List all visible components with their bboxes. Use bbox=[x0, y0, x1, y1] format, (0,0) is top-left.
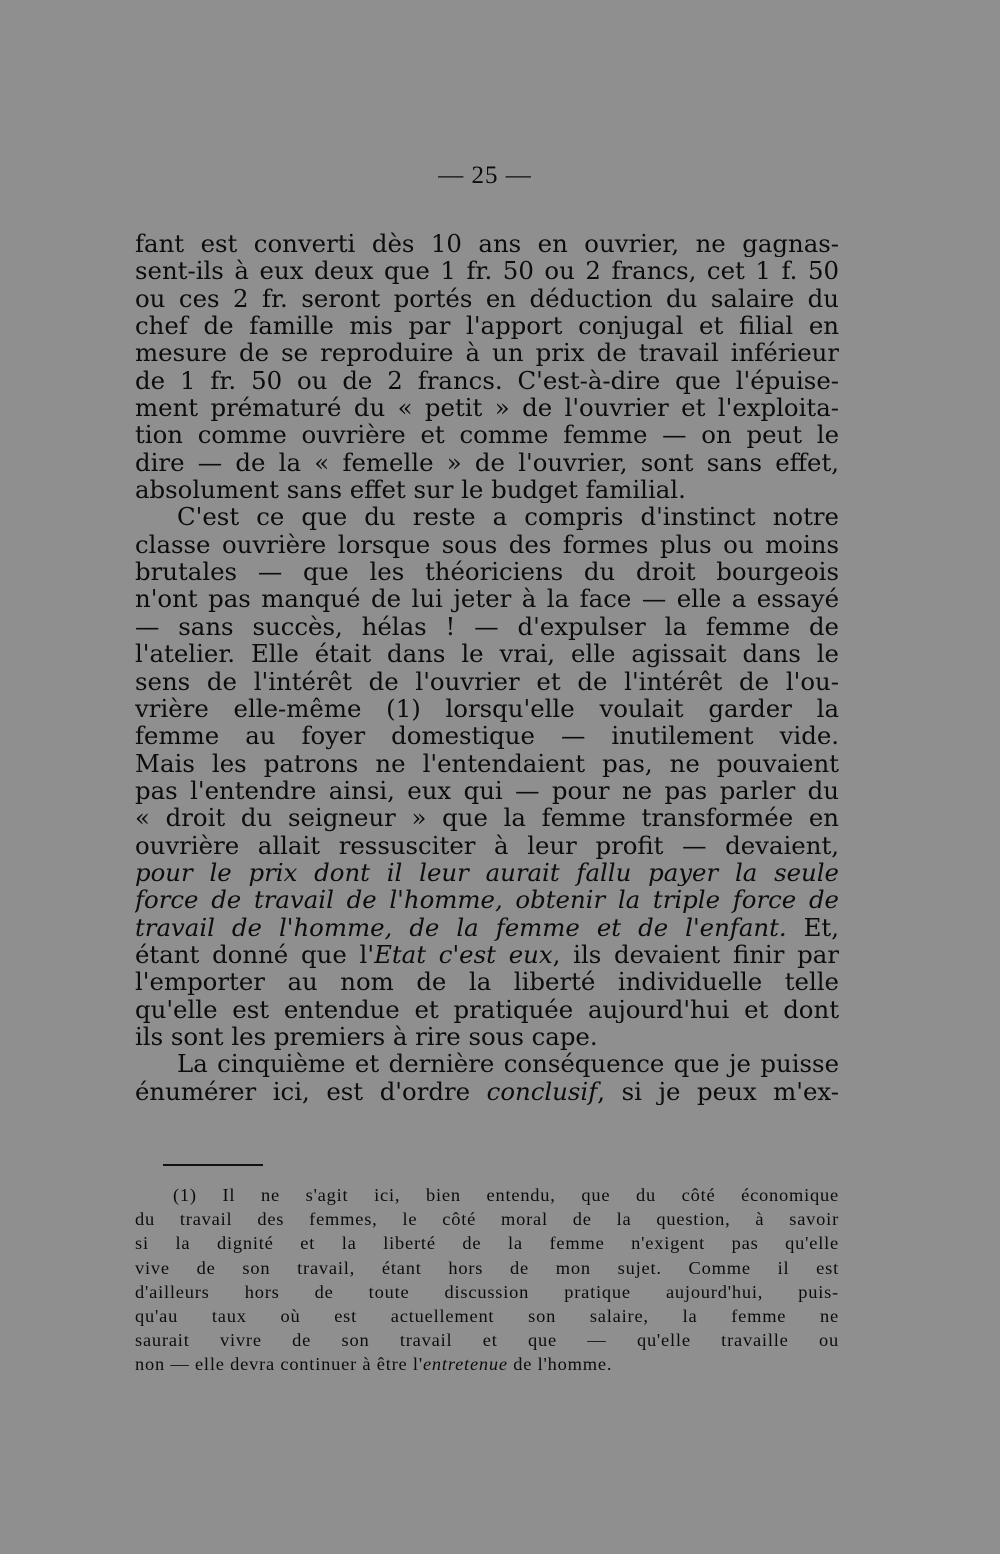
text-line: fant est converti dès 10 ans en ouvrier, ne gagnas- bbox=[135, 230, 839, 258]
text-line: vrière elle-même (1) lorsqu'elle voulait garder la bbox=[135, 694, 839, 723]
footnote-line: saurait vivre de son travail et que — qu'elle travaille ou bbox=[135, 1330, 839, 1351]
text-line: brutales — que les théoriciens du droit bourgeois bbox=[135, 558, 839, 586]
footnote-line: si la dignité et la liberté de la femme n'exigent pas qu'elle bbox=[135, 1233, 839, 1254]
body-text bbox=[135, 230, 839, 1105]
text-line: sent-ils à eux deux que 1 fr. 50 ou 2 francs, cet 1 f. 50 bbox=[135, 257, 839, 285]
text-line: énumérer ici, est d'ordre conclusif, si je peux m'ex- bbox=[135, 1077, 839, 1105]
text-line: sens de l'intérêt de l'ouvrier et de l'intérêt de l'ou- bbox=[135, 667, 839, 695]
text-line: absolument sans effet sur le budget familial. bbox=[135, 476, 686, 504]
text-line: ils sont les premiers à rire sous cape. bbox=[135, 1022, 598, 1051]
text-line: dire — de la « femelle » de l'ouvrier, sont sans effet, bbox=[135, 448, 839, 477]
text-line: classe ouvrière lorsque sous des formes plus ou moins bbox=[135, 530, 839, 559]
text-line: pour le prix dont il leur aurait fallu payer la seule bbox=[135, 858, 839, 887]
text-line: C'est ce que du reste a compris d'instinct notre bbox=[177, 503, 839, 531]
footnote-line: d'ailleurs hors de toute discussion pratique aujourd'hui, puis- bbox=[135, 1281, 839, 1302]
text-line: ouvrière allait ressusciter à leur profit — devaient, bbox=[135, 831, 839, 859]
text-line: étant donné que l'Etat c'est eux, ils devaient finir par bbox=[135, 940, 839, 969]
text-line: Mais les patrons ne l'entendaient pas, ne pouvaient bbox=[135, 749, 839, 777]
text-line: l'atelier. Elle était dans le vrai, elle agissait dans le bbox=[135, 640, 839, 668]
text-line: « droit du seigneur » que la femme transformée en bbox=[135, 804, 839, 832]
text-line: mesure de se reproduire à un prix de travail inférieur bbox=[135, 339, 839, 367]
text-line: travail de l'homme, de la femme et de l'enfant. Et, bbox=[135, 913, 839, 941]
text-line: pas l'entendre ainsi, eux qui — pour ne pas parler du bbox=[135, 776, 839, 805]
footnote-line: qu'au taux où est actuellement son salaire, la femme ne bbox=[135, 1305, 839, 1326]
text-line: — sans succès, hélas ! — d'expulser la femme de bbox=[135, 612, 839, 641]
footnote-line: du travail des femmes, le côté moral de la question, à savoir bbox=[135, 1209, 839, 1230]
text-line: ment prématuré du « petit » de l'ouvrier et l'exploita- bbox=[135, 394, 839, 422]
text-line: n'ont pas manqué de lui jeter à la face — elle a essayé bbox=[135, 585, 839, 613]
footnote-divider bbox=[163, 1164, 263, 1166]
text-line: La cinquième et dernière conséquence que je puisse bbox=[177, 1050, 839, 1078]
text-line: force de travail de l'homme, obtenir la triple force de bbox=[135, 886, 839, 914]
text-line: tion comme ouvrière et comme femme — on peut le bbox=[135, 421, 839, 449]
page-number: — 25 — bbox=[438, 162, 532, 189]
footnote-line: vive de son travail, étant hors de mon sujet. Comme il est bbox=[135, 1257, 839, 1278]
text-line: qu'elle est entendue et pratiquée aujourd'hui et dont bbox=[135, 995, 839, 1023]
text-line: chef de famille mis par l'apport conjugal et filial en bbox=[135, 312, 839, 340]
footnote-line: non — elle devra continuer à être l'entretenue de l'homme. bbox=[135, 1354, 613, 1375]
text-line: femme au foyer domestique — inutilement vide. bbox=[135, 722, 839, 750]
text-line: l'emporter au nom de la liberté individuelle telle bbox=[135, 968, 839, 996]
text-line: de 1 fr. 50 ou de 2 francs. C'est-à-dire que l'épuise- bbox=[135, 366, 839, 395]
footnote-line: (1) Il ne s'agit ici, bien entendu, que du côté économique bbox=[173, 1185, 839, 1205]
text-line: ou ces 2 fr. seront portés en déduction du salaire du bbox=[135, 284, 839, 313]
footnote bbox=[135, 1183, 839, 1377]
